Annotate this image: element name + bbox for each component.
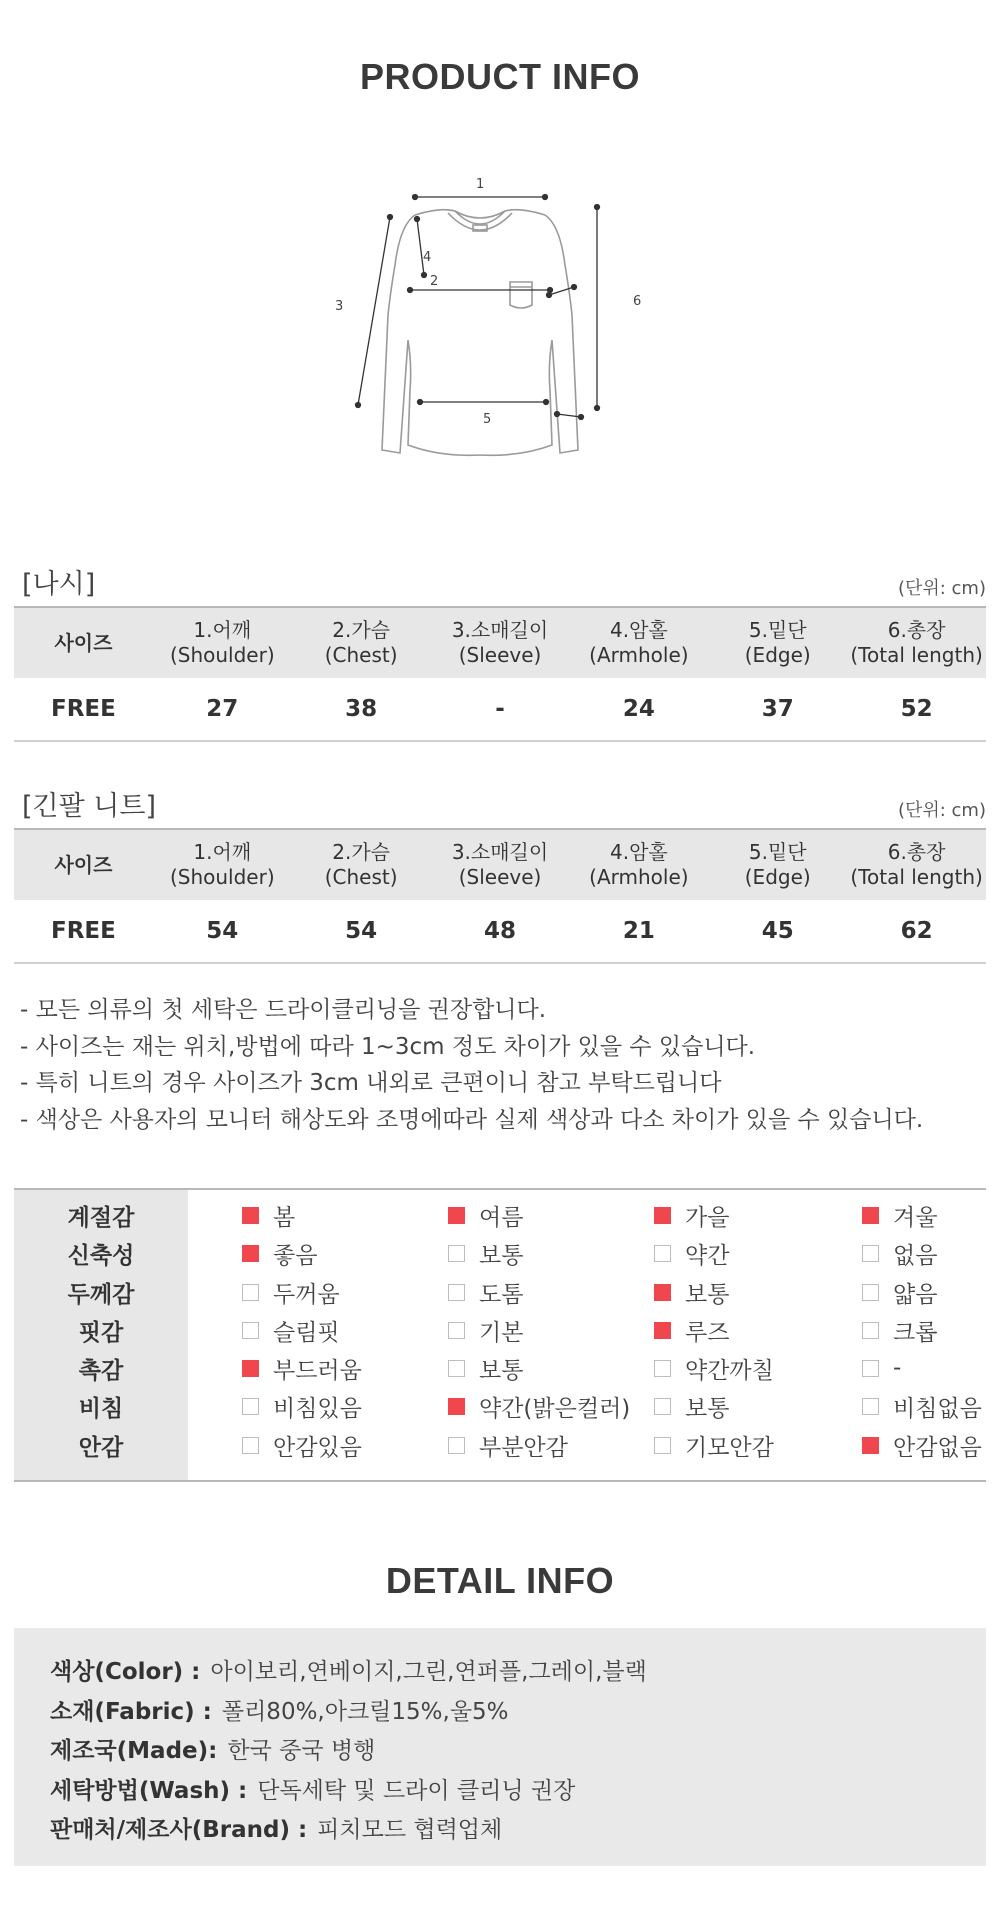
- attribute-option: [654, 1196, 729, 1234]
- attribute-option: [862, 1387, 982, 1425]
- table-row: [14, 678, 986, 742]
- checked-box-icon: [242, 1207, 259, 1224]
- option-label: 봄: [273, 1204, 296, 1231]
- checked-box-icon: [448, 1398, 465, 1415]
- attribute-label: 안감: [78, 1434, 124, 1461]
- detail-key: 제조국(Made):: [50, 1738, 218, 1765]
- option-label: 보통: [685, 1395, 730, 1422]
- header-cell: 6.총장 (Total length): [850, 840, 983, 889]
- attribute-option: [448, 1196, 523, 1234]
- note-line: - 특히 니트의 경우 사이즈가 3cm 내외로 큰편이니 참고 부탁드립니다: [20, 1070, 722, 1096]
- product-info-title: PRODUCT INFO: [360, 56, 640, 97]
- attribute-option: [654, 1311, 729, 1349]
- option-label: 얇음: [893, 1281, 938, 1308]
- detail-row-made: [50, 1729, 986, 1769]
- note-line: - 색상은 사용자의 모니터 해상도와 조명에따라 실제 색상과 다소 차이가 있을 수 있습니다.: [20, 1106, 924, 1133]
- attribute-option: [654, 1349, 774, 1387]
- header-cell: 5.밑단 (Edge): [744, 840, 811, 889]
- detail-value: 폴리80%,아크릴15%,울5%: [221, 1698, 509, 1725]
- option-label: 보통: [479, 1357, 524, 1384]
- size-table-header-sleeveless: [14, 560, 986, 600]
- attribute-option: [242, 1387, 362, 1425]
- attribute-option: [862, 1234, 937, 1272]
- table-cell: 54: [206, 917, 239, 944]
- option-label: 약간: [685, 1242, 730, 1269]
- table-cell: 27: [206, 695, 239, 722]
- option-label: 없음: [893, 1242, 938, 1269]
- checked-box-icon: [242, 1245, 259, 1262]
- option-label: -: [893, 1355, 902, 1381]
- option-label: 두꺼움: [273, 1281, 340, 1308]
- unchecked-box-icon: [862, 1360, 879, 1377]
- sweater-measurement-diagram: [320, 165, 650, 485]
- attribute-label: 두께감: [67, 1281, 135, 1308]
- sweater-diagram-icon: [320, 165, 650, 485]
- table-header-row: [14, 606, 986, 678]
- attribute-table: [14, 1188, 986, 1482]
- table-name: [나시]: [22, 569, 96, 600]
- table-cell: FREE: [51, 695, 116, 722]
- attribute-row: [14, 1426, 986, 1464]
- detail-key: 소재(Fabric) :: [50, 1698, 212, 1725]
- attribute-row: [14, 1349, 986, 1387]
- header-cell: 2.가슴 (Chest): [324, 840, 398, 889]
- option-label: 크롭: [893, 1319, 938, 1346]
- attribute-option: [448, 1273, 523, 1311]
- table-cell: FREE: [51, 917, 116, 944]
- unchecked-box-icon: [862, 1322, 879, 1339]
- option-label: 겨울: [893, 1204, 938, 1231]
- detail-value: 피치모드 협력업체: [317, 1817, 503, 1844]
- attribute-row: [14, 1311, 986, 1349]
- attribute-row: [14, 1196, 986, 1234]
- unchecked-box-icon: [448, 1245, 465, 1262]
- table-row: [14, 900, 986, 964]
- unchecked-box-icon: [654, 1245, 671, 1262]
- unchecked-box-icon: [242, 1284, 259, 1301]
- size-table-longsleeve: [14, 828, 986, 964]
- option-label: 보통: [685, 1281, 730, 1308]
- option-label: 안감없음: [893, 1434, 982, 1461]
- attribute-option: [448, 1234, 523, 1272]
- header-cell: 사이즈: [54, 852, 113, 877]
- header-cell: 사이즈: [54, 630, 113, 655]
- attribute-option: [242, 1273, 340, 1311]
- option-label: 약간(밝은컬러): [479, 1395, 631, 1422]
- option-label: 여름: [479, 1204, 524, 1231]
- attribute-option: [242, 1426, 362, 1464]
- note-line: - 사이즈는 재는 위치,방법에 따라 1~3cm 정도 차이가 있을 수 있습니다.: [20, 1033, 756, 1060]
- note-line: - 모든 의류의 첫 세탁은 드라이클리닝을 권장합니다.: [20, 997, 547, 1023]
- unchecked-box-icon: [448, 1284, 465, 1301]
- checked-box-icon: [654, 1322, 671, 1339]
- table-cell: 54: [345, 917, 378, 944]
- table-cell: 48: [484, 917, 517, 944]
- attribute-option: [448, 1311, 523, 1349]
- unchecked-box-icon: [242, 1322, 259, 1339]
- checked-box-icon: [654, 1207, 671, 1224]
- table-name: [긴팔 니트]: [22, 791, 156, 822]
- attribute-option: [448, 1349, 523, 1387]
- care-notes: [20, 992, 990, 1138]
- diagram-label-6: 6: [633, 294, 642, 309]
- diagram-label-5: 5: [483, 412, 492, 427]
- unit-label: (단위: cm): [897, 578, 986, 599]
- unchecked-box-icon: [862, 1284, 879, 1301]
- detail-value: 한국 중국 병행: [227, 1738, 376, 1765]
- attribute-option: [654, 1387, 729, 1425]
- option-label: 안감있음: [273, 1434, 362, 1461]
- unchecked-box-icon: [862, 1245, 879, 1262]
- detail-row-wash: [50, 1769, 986, 1809]
- attribute-option: [862, 1273, 937, 1311]
- attribute-option: [862, 1196, 937, 1234]
- table-cell: 38: [345, 695, 378, 722]
- attribute-label: 비침: [78, 1395, 124, 1422]
- option-label: 보통: [479, 1242, 524, 1269]
- attribute-option: [654, 1234, 729, 1272]
- detail-key: 색상(Color) :: [50, 1659, 201, 1686]
- detail-info-box: [14, 1628, 986, 1866]
- diagram-label-2: 2: [430, 274, 439, 289]
- unchecked-box-icon: [448, 1360, 465, 1377]
- detail-key: 세탁방법(Wash) :: [50, 1777, 248, 1804]
- unchecked-box-icon: [448, 1437, 465, 1454]
- checked-box-icon: [862, 1207, 879, 1224]
- option-label: 좋음: [273, 1242, 318, 1269]
- unchecked-box-icon: [654, 1360, 671, 1377]
- option-label: 부분안감: [479, 1434, 568, 1461]
- diagram-label-1: 1: [476, 177, 485, 192]
- unit-label: (단위: cm): [897, 800, 986, 821]
- table-cell: -: [495, 695, 505, 722]
- unchecked-box-icon: [862, 1398, 879, 1415]
- header-cell: 1.어깨 (Shoulder): [169, 618, 275, 667]
- option-label: 슬림핏: [273, 1319, 340, 1346]
- option-label: 가을: [685, 1204, 730, 1231]
- option-label: 약간까칠: [685, 1357, 774, 1384]
- attribute-label: 계절감: [67, 1204, 135, 1231]
- detail-key: 판매처/제조사(Brand) :: [50, 1817, 308, 1844]
- unchecked-box-icon: [242, 1398, 259, 1415]
- detail-info-title: DETAIL INFO: [385, 1560, 615, 1601]
- checked-box-icon: [862, 1437, 879, 1454]
- header-cell: 2.가슴 (Chest): [324, 618, 398, 667]
- table-cell: 21: [622, 917, 655, 944]
- detail-value: 아이보리,연베이지,그린,연퍼플,그레이,블랙: [210, 1659, 647, 1686]
- attribute-label: 촉감: [78, 1357, 124, 1384]
- header-cell: 5.밑단 (Edge): [744, 618, 811, 667]
- attribute-option: [242, 1349, 362, 1387]
- attribute-option: [448, 1387, 630, 1425]
- unchecked-box-icon: [242, 1437, 259, 1454]
- unchecked-box-icon: [654, 1437, 671, 1454]
- header-cell: 3.소매길이 (Sleeve): [451, 618, 549, 667]
- size-table-sleeveless: [14, 606, 986, 742]
- attribute-row: [14, 1234, 986, 1272]
- attribute-option: [862, 1311, 937, 1349]
- option-label: 루즈: [685, 1319, 730, 1346]
- diagram-label-4: 4: [423, 250, 432, 265]
- attribute-label: 핏감: [78, 1319, 124, 1346]
- option-label: 비침없음: [893, 1395, 982, 1422]
- header-cell: 1.어깨 (Shoulder): [169, 840, 275, 889]
- diagram-label-3: 3: [335, 299, 344, 314]
- option-label: 비침있음: [273, 1395, 362, 1422]
- option-label: 도톰: [479, 1281, 524, 1308]
- header-cell: 4.암홀 (Armhole): [589, 618, 689, 667]
- detail-row-brand: [50, 1808, 986, 1848]
- table-cell: 62: [900, 917, 933, 944]
- header-cell: 3.소매길이 (Sleeve): [451, 840, 549, 889]
- header-cell: 6.총장 (Total length): [850, 618, 983, 667]
- table-cell: 24: [622, 695, 655, 722]
- attribute-option: [862, 1349, 901, 1387]
- attribute-option: [242, 1311, 340, 1349]
- table-cell: 52: [900, 695, 933, 722]
- option-label: 기본: [479, 1319, 524, 1346]
- detail-row-color: [50, 1650, 986, 1690]
- attribute-option: [242, 1196, 295, 1234]
- detail-row-fabric: [50, 1690, 986, 1730]
- unchecked-box-icon: [654, 1398, 671, 1415]
- checked-box-icon: [654, 1284, 671, 1301]
- attribute-option: [242, 1234, 317, 1272]
- size-table-header-longsleeve: [14, 782, 986, 822]
- checked-box-icon: [448, 1207, 465, 1224]
- attribute-option: [448, 1426, 568, 1464]
- attribute-row: [14, 1387, 986, 1425]
- option-label: 기모안감: [685, 1434, 774, 1461]
- detail-value: 단독세탁 및 드라이 클리닝 권장: [257, 1777, 576, 1804]
- table-cell: 45: [761, 917, 794, 944]
- attribute-option: [862, 1426, 982, 1464]
- table-cell: 37: [761, 695, 794, 722]
- attribute-option: [654, 1273, 729, 1311]
- header-cell: 4.암홀 (Armhole): [589, 840, 689, 889]
- attribute-row: [14, 1273, 986, 1311]
- attribute-label: 신축성: [67, 1242, 135, 1269]
- option-label: 부드러움: [273, 1357, 362, 1384]
- unchecked-box-icon: [448, 1322, 465, 1339]
- table-header-row: [14, 828, 986, 900]
- attribute-option: [654, 1426, 774, 1464]
- checked-box-icon: [242, 1360, 259, 1377]
